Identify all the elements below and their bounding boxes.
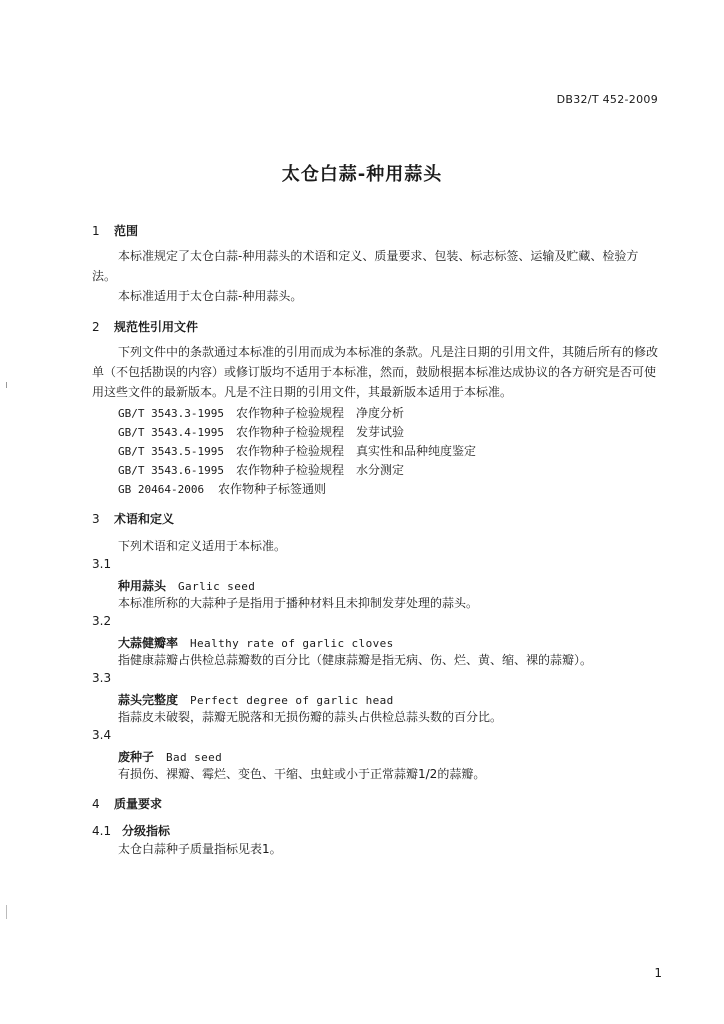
section-4-heading [92, 795, 162, 812]
term-chinese: 蒜头完整度 [118, 693, 179, 707]
section-3-heading [92, 510, 174, 527]
term-definition: 本标准所称的大蒜种子是指用于播种材料且未抑制发芽处理的蒜头。 [118, 596, 479, 610]
section-1-heading [92, 222, 138, 239]
term-chinese: 大蒜健瓣率 [118, 636, 179, 650]
term-heading [118, 746, 222, 765]
subsection-number: 4.1 [92, 824, 112, 838]
reference-item [118, 461, 404, 478]
reference-title: 农作物种子检验规程 真实性和品种纯度鉴定 [236, 444, 477, 458]
reference-code: GB/T 3543.5-1995 [118, 445, 224, 458]
reference-item [118, 442, 476, 459]
reference-code: GB 20464-2006 [118, 483, 205, 496]
reference-title: 农作物种子标签通则 [218, 482, 327, 496]
term-definition: 指蒜皮未破裂，蒜瓣无脱落和无损伤瓣的蒜头占供检总蒜头数的百分比。 [118, 710, 503, 724]
section-title: 质量要求 [114, 797, 163, 811]
reference-item [118, 480, 326, 497]
section-2-paragraph-1: 下列文件中的条款通过本标准的引用而成为本标准的条款。凡是注日期的引用文件，其随后所有的修改单（不包括勘误的内容）或修订版均不适用于本标准，然而，鼓励根据本标准达成协议的各方研究是否可使用这些文件的最新版本。凡是不注日期的引用文件，其最新版本适用于本标准。 [92, 345, 659, 399]
page-number: 1 [654, 966, 662, 980]
document-code: DB32/T 452-2009 [556, 93, 658, 106]
term-english: Perfect degree of garlic head [190, 694, 394, 707]
section-1-paragraph-2: 本标准适用于太仓白蒜-种用蒜头。 [118, 289, 303, 303]
section-number: 3 [92, 512, 100, 526]
term-number: 3.3 [92, 671, 112, 685]
reference-code: GB/T 3543.3-1995 [118, 407, 224, 420]
term-definition: 指健康蒜瓣占供检总蒜瓣数的百分比（健康蒜瓣是指无病、伤、烂、黄、缩、裸的蒜瓣）。 [118, 653, 593, 667]
subsection-4-1-paragraph: 太仓白蒜种子质量指标见表1。 [118, 842, 282, 856]
term-english: Healthy rate of garlic cloves [190, 637, 394, 650]
section-1-paragraph-1: 本标准规定了太仓白蒜-种用蒜头的术语和定义、质量要求、包装、标志标签、运输及贮藏、检验方法。 [92, 249, 639, 283]
reference-title: 农作物种子检验规程 水分测定 [236, 463, 405, 477]
section-number: 1 [92, 224, 100, 238]
reference-code: GB/T 3543.6-1995 [118, 464, 224, 477]
term-english: Garlic seed [178, 580, 256, 593]
section-title: 术语和定义 [114, 512, 175, 526]
scan-margin-mark [6, 905, 7, 919]
term-heading [118, 575, 255, 594]
term-english: Bad seed [166, 751, 223, 764]
section-title: 规范性引用文件 [114, 320, 199, 334]
section-title: 范围 [114, 224, 139, 238]
reference-item [118, 423, 404, 440]
term-heading [118, 632, 394, 651]
document-title: 太仓白蒜-种用蒜头 [281, 164, 443, 185]
reference-item [118, 404, 404, 421]
section-3-intro: 下列术语和定义适用于本标准。 [118, 539, 287, 553]
term-chinese: 种用蒜头 [118, 579, 167, 593]
reference-title: 农作物种子检验规程 净度分析 [236, 406, 405, 420]
reference-code: GB/T 3543.4-1995 [118, 426, 224, 439]
subsection-title: 分级指标 [122, 824, 171, 838]
reference-title: 农作物种子检验规程 发芽试验 [236, 425, 405, 439]
section-number: 2 [92, 320, 100, 334]
term-number: 3.1 [92, 557, 112, 571]
section-2-heading [92, 318, 198, 335]
term-chinese: 废种子 [118, 750, 155, 764]
term-number: 3.4 [92, 728, 112, 742]
term-heading [118, 689, 394, 708]
term-number: 3.2 [92, 614, 112, 628]
scan-margin-mark [6, 382, 7, 388]
term-definition: 有损伤、裸瓣、霉烂、变色、干缩、虫蛀或小于正常蒜瓣1/2的蒜瓣。 [118, 767, 486, 781]
section-number: 4 [92, 797, 100, 811]
subsection-4-1-heading [92, 822, 170, 839]
